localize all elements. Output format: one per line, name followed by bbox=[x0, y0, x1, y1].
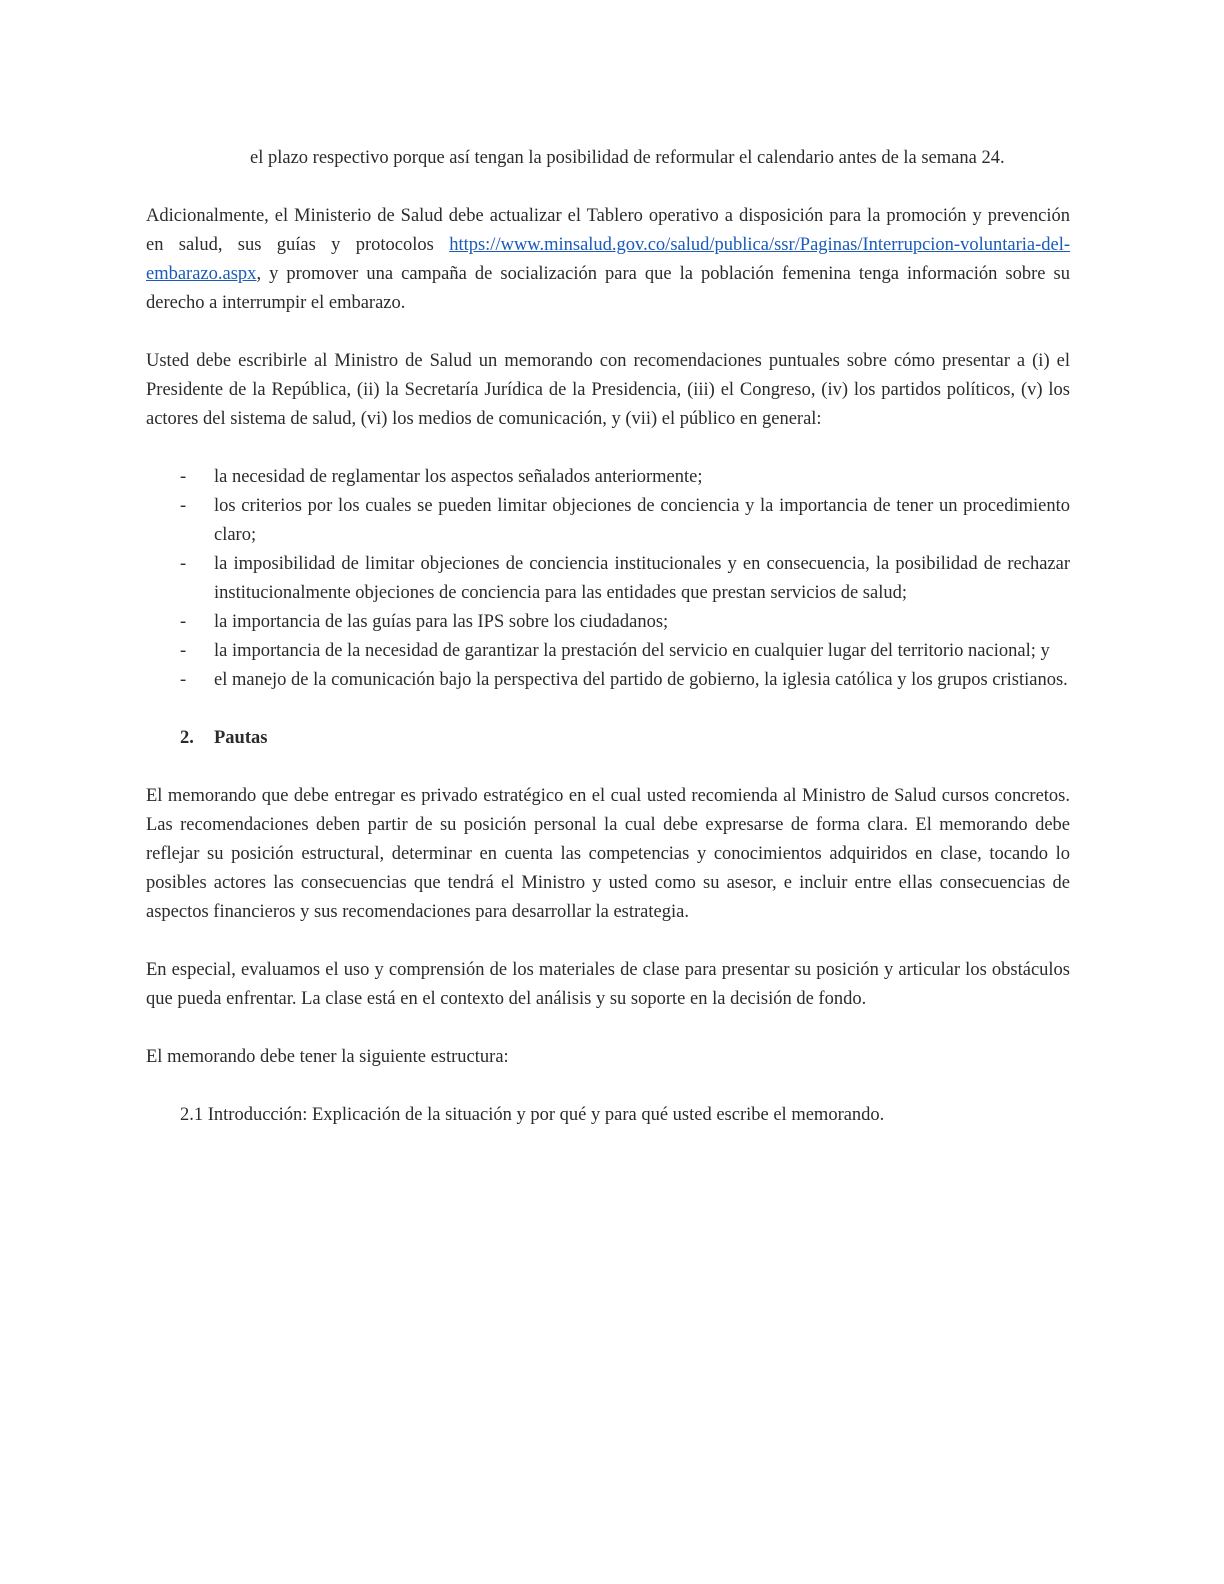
section-number: 2. bbox=[180, 728, 194, 748]
paragraph-memo-purpose: El memorando que debe entregar es privado estratégico en el cual usted recomienda al Ministro de Salud cursos concretos. Las recomendaciones deben partir de su posición personal la cual debe expresarse de forma clara. El memorando debe reflejar su posición estructural, determinar en cuenta las competencias y conocimientos adquiridos en clase, tocando lo posibles actores las consecuencias que tendrá el Ministro y usted como su asesor, e incluir entre ellas consecuencias de aspectos financieros y sus recomendaciones para desarrollar la estrategia. bbox=[146, 786, 1070, 922]
list-bullet: - bbox=[180, 670, 187, 690]
list-bullet: - bbox=[180, 467, 187, 487]
section-heading-pautas bbox=[180, 724, 1070, 753]
section-title: Pautas bbox=[214, 728, 268, 748]
continuation-paragraph: el plazo respectivo porque así tengan la posibilidad de reformular el calendario antes de la semana 24. bbox=[250, 148, 1005, 168]
list-item-text: la necesidad de reglamentar los aspectos señalados anteriormente; bbox=[214, 467, 703, 487]
paragraph-memo-instructions: Usted debe escribirle al Ministro de Salud un memorando con recomendaciones puntuales sobre cómo presentar a (i) el Presidente de la República, (ii) la Secretaría Jurídica de la Presidencia, (iii) el Congreso, (iv) los partidos políticos, (v) los actores del sistema de salud, (vi) los medios de comunicación, y (vii) el público en general: bbox=[146, 351, 1070, 429]
paragraph-structure-intro: El memorando debe tener la siguiente estructura: bbox=[146, 1047, 509, 1067]
paragraph-ministry-update bbox=[146, 202, 1070, 318]
list-item bbox=[146, 463, 1070, 492]
list-item bbox=[146, 550, 1070, 608]
paragraph-ministry-update-tail: , y promover una campaña de socialización para que la población femenina tenga información sobre su derecho a interrumpir el embarazo. bbox=[146, 264, 1070, 313]
list-item-text: la importancia de las guías para las IPS sobre los ciudadanos; bbox=[214, 612, 669, 632]
list-item-text: la importancia de la necesidad de garantizar la prestación del servicio en cualquier lugar del territorio nacional; y bbox=[214, 641, 1050, 661]
minsalud-link[interactable]: https://www.minsalud.gov.co/salud/publica/ssr/Paginas/Interrupcion-voluntaria-del-embarazo.aspx bbox=[146, 235, 1071, 284]
list-bullet: - bbox=[180, 554, 187, 574]
list-bullet: - bbox=[180, 641, 187, 661]
paragraph-ministry-update-text: Adicionalmente, el Ministerio de Salud debe actualizar el Tablero operativo a disposición para la promoción y prevención en salud, sus guías y protocolos bbox=[146, 206, 1070, 255]
list-item-text: los criterios por los cuales se pueden limitar objeciones de conciencia y la importancia de tener un procedimiento claro; bbox=[214, 496, 1070, 545]
list-bullet: - bbox=[180, 496, 187, 516]
structure-item-introduction: 2.1 Introducción: Explicación de la situación y por qué y para qué usted escribe el memorando. bbox=[180, 1105, 885, 1125]
list-item bbox=[146, 637, 1070, 666]
document-body bbox=[146, 144, 1070, 1130]
recommendations-list bbox=[146, 463, 1070, 695]
list-item bbox=[146, 608, 1070, 637]
list-item-text: la imposibilidad de limitar objeciones de conciencia institucionales y en consecuencia, la posibilidad de rechazar institucionalmente objeciones de conciencia para las entidades que prestan servicios de salud; bbox=[214, 554, 1070, 603]
list-bullet: - bbox=[180, 612, 187, 632]
list-item-text: el manejo de la comunicación bajo la perspectiva del partido de gobierno, la iglesia católica y los grupos cristianos. bbox=[214, 670, 1068, 690]
paragraph-evaluation: En especial, evaluamos el uso y comprensión de los materiales de clase para presentar su posición y articular los obstáculos que pueda enfrentar. La clase está en el contexto del análisis y su soporte en la decisión de fondo. bbox=[146, 960, 1070, 1009]
list-item bbox=[146, 492, 1070, 550]
list-item bbox=[146, 666, 1070, 695]
